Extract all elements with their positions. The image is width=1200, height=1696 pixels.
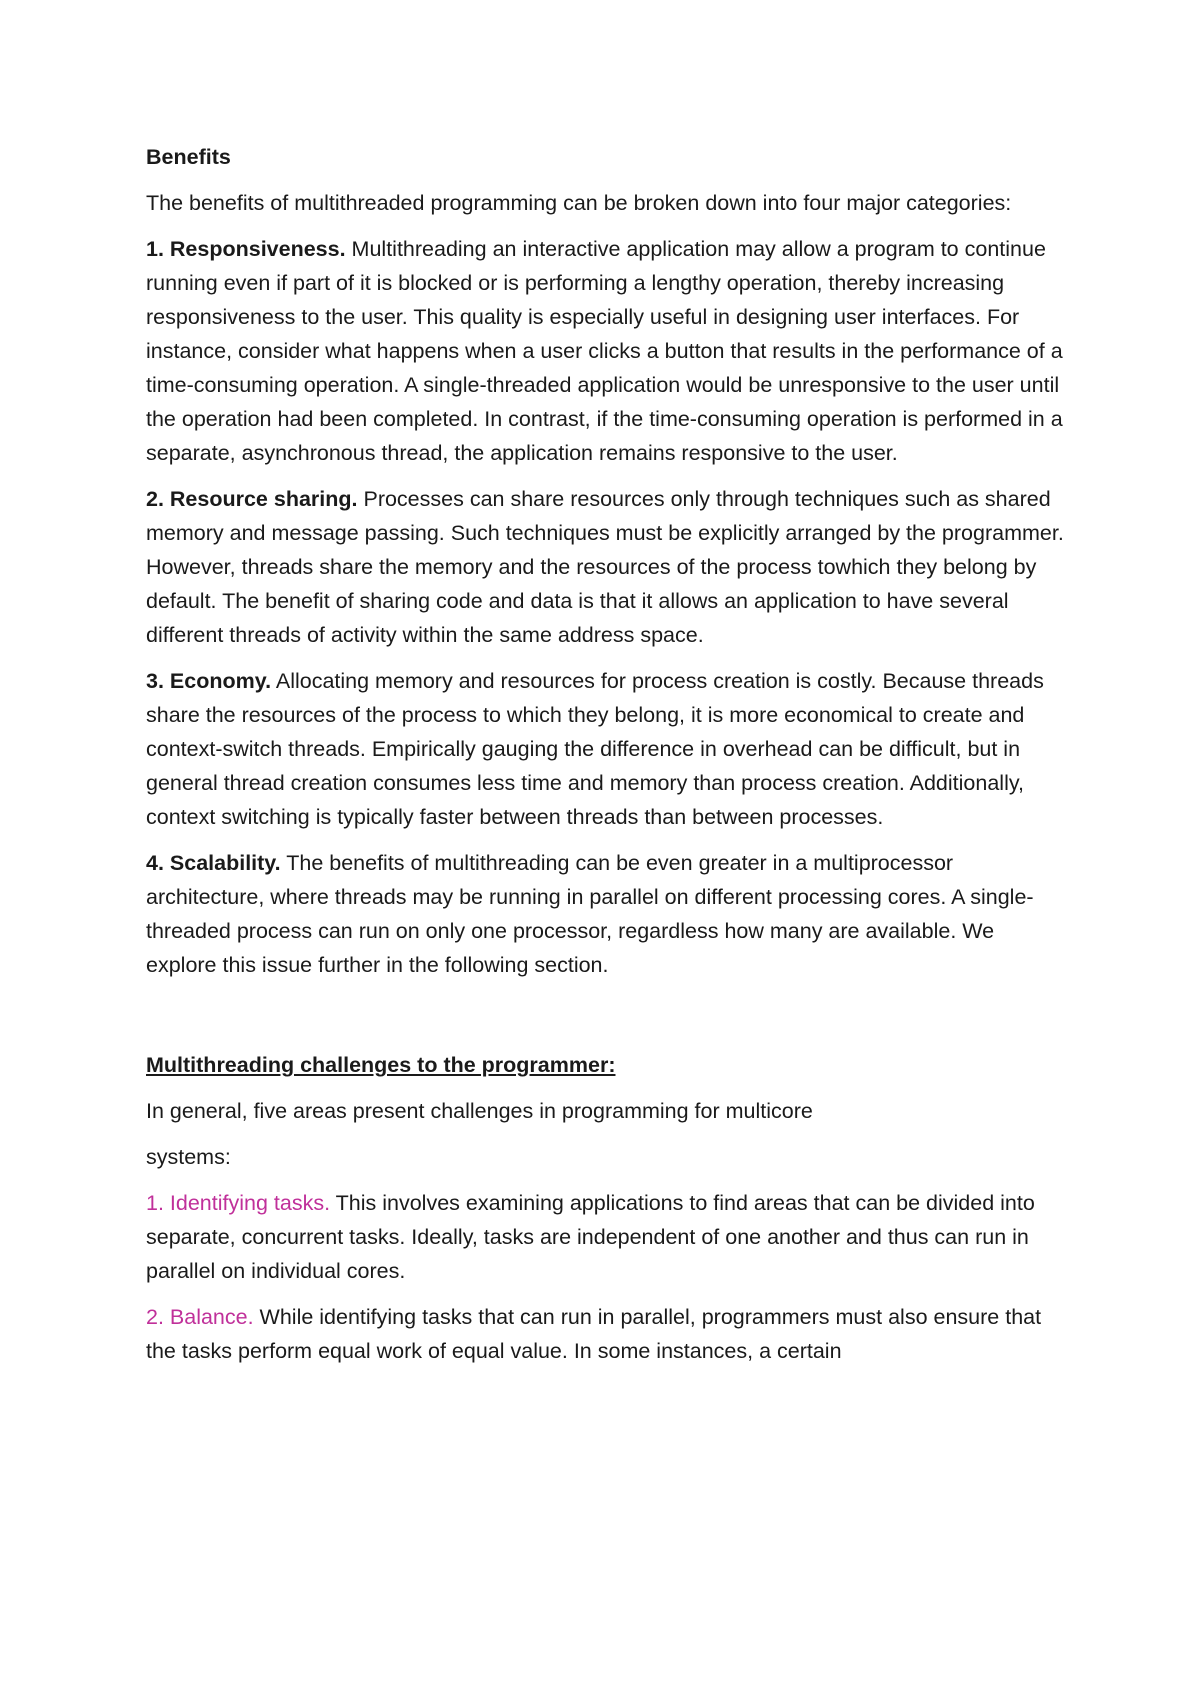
challenges-intro-line2: systems: — [146, 1145, 231, 1169]
challenge-item-balance — [146, 1300, 1066, 1368]
benefit-item-responsiveness — [146, 232, 1066, 470]
challenge-item-identifying-tasks — [146, 1186, 1066, 1288]
section-spacer — [146, 994, 1066, 1048]
challenge-item-lead: 1. Identifying tasks. — [146, 1191, 331, 1215]
benefit-item-lead: 4. Scalability. — [146, 851, 281, 875]
benefit-item-resource-sharing — [146, 482, 1066, 652]
benefit-item-lead: 1. Responsiveness. — [146, 237, 346, 261]
benefit-item-text: Multithreading an interactive application may allow a program to continue running even if part of it is blocked or is performing a lengthy operation, thereby increasing responsiveness to the user. This quality is especially useful in designing user interfaces. For instance, consider what happens when a user clicks a button that results in the performance of a time-consuming operation. A single-threaded application would be unresponsive to the user until the operation had been completed. In contrast, if the time-consuming operation is performed in a separate, asynchronous thread, the application remains responsive to the user. — [146, 237, 1063, 465]
benefit-item-scalability — [146, 846, 1066, 982]
document-page — [146, 140, 1066, 1380]
benefit-item-lead: 2. Resource sharing. — [146, 487, 358, 511]
benefit-item-text: Processes can share resources only through techniques such as shared memory and message passing. Such techniques must be explicitly arranged by the programmer. However, threads share the memory and the resources of the process towhich they belong by default. The benefit of sharing code and data is that it allows an application to have several different threads of activity within the same address space. — [146, 487, 1064, 647]
benefits-heading: Benefits — [146, 145, 231, 169]
benefit-item-text: The benefits of multithreading can be even greater in a multiprocessor architecture, where threads may be running in parallel on different processing cores. A single-threaded process can run on only one processor, regardless how many are available. We explore this issue further in the following section. — [146, 851, 1034, 977]
benefit-item-economy — [146, 664, 1066, 834]
challenge-item-lead: 2. Balance. — [146, 1305, 254, 1329]
challenges-heading: Multithreading challenges to the programmer: — [146, 1053, 616, 1077]
challenges-intro-line1: In general, five areas present challenges in programming for multicore — [146, 1099, 813, 1123]
benefit-item-lead: 3. Economy. — [146, 669, 272, 693]
benefits-intro: The benefits of multithreaded programming can be broken down into four major categories: — [146, 191, 1012, 215]
challenge-item-text: This involves examining applications to find areas that can be divided into separate, concurrent tasks. Ideally, tasks are independent of one another and thus can run in parallel on individual cores. — [146, 1191, 1035, 1283]
benefit-item-text: Allocating memory and resources for process creation is costly. Because threads share the resources of the process to which they belong, it is more economical to create and context-switch threads. Empirically gauging the difference in overhead can be difficult, but in general thread creation consumes less time and memory than process creation. Additionally, context switching is typically faster between threads than between processes. — [146, 669, 1044, 829]
challenge-item-text: While identifying tasks that can run in parallel, programmers must also ensure that the tasks perform equal work of equal value. In some instances, a certain — [146, 1305, 1042, 1363]
